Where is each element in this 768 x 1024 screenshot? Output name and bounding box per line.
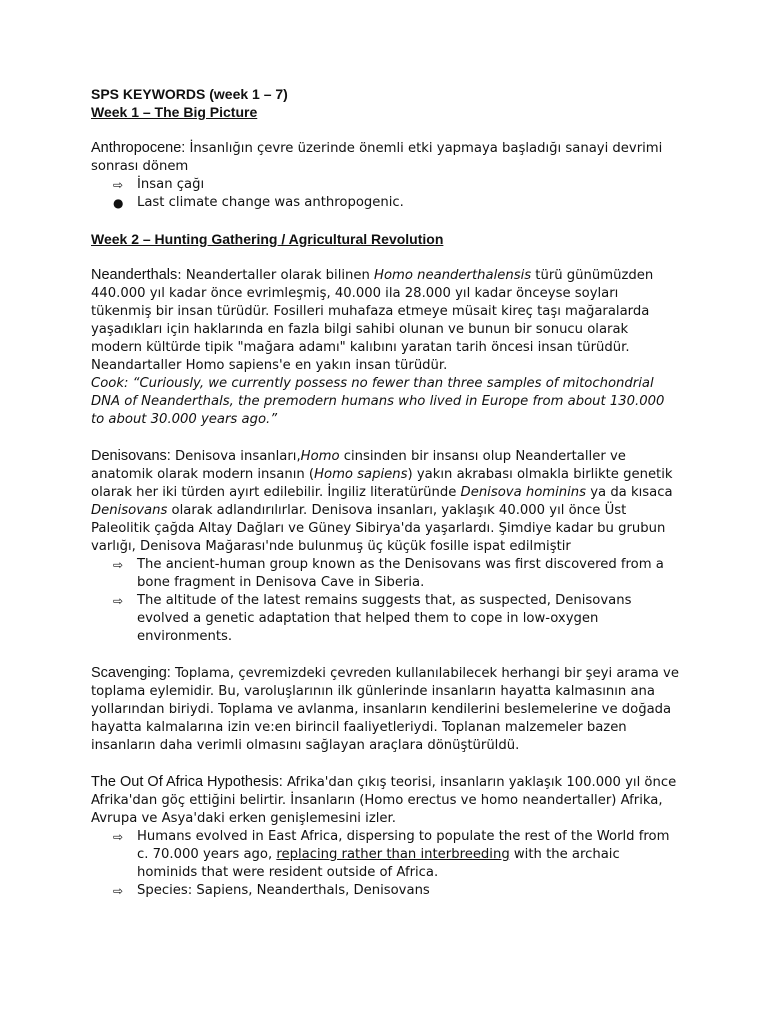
arrow-bullet-icon: ⇨ [113, 558, 124, 572]
arrow-bullet-icon: ⇨ [113, 830, 124, 844]
list-item: ⇨ İnsan çağı [113, 177, 205, 192]
list-item: ● Last climate change was anthropogenic. [113, 195, 404, 210]
denisovans-term: Denisovans: [91, 448, 171, 464]
arrow-bullet-icon: ⇨ [113, 594, 124, 608]
scavenging-term: Scavenging: [91, 665, 171, 681]
neanderthals-term: Neanderthals [91, 267, 178, 283]
out-of-africa-term: The Out Of Africa Hypothesis: [91, 774, 283, 790]
neanderthals-definition: Neanderthals: Neandertaller olarak bilinen Homo neanderthalensis türü günümüzden 440.000 yıl kadar önce evrimleşmiş, 40.000 ila 28.000 yıl kadar önceyse soyları tükenmiş bir insan türüdür. Fosilleri muhafaza etmeye müsait kireç taşı mağaralarda yaşadıkları için haklarında en fazla bilgi sahibi olunan ve bunun bir sonucu olarak modern kültürde tipik "mağara adamı" kalıbını yaratan tarih öncesi insan türüdür. Neandartaller Homo sapiens'e en yakın insan türüdür. [91, 267, 654, 373]
document-title: SPS KEYWORDS (week 1 – 7) [91, 86, 288, 102]
anthropocene-definition: Anthropocene: İnsanlığın çevre üzerinde önemli etki yapmaya başladığı sanayi devrimi sonrası dönem [91, 140, 663, 174]
arrow-bullet-icon: ⇨ [113, 884, 124, 898]
anthropocene-term: Anthropocene: [91, 140, 186, 156]
list-item: ⇨ Species: Sapiens, Neanderthals, Denisovans [113, 883, 430, 898]
dot-bullet-icon: ● [113, 196, 124, 210]
document-page [91, 85, 681, 900]
cook-quote: Cook: “Curiously, we currently possess no fewer than three samples of mitochondrial DNA of Neanderthals, the premodern humans who lived in Europe from about 130.000 to about 30.000 years ago.” [91, 376, 665, 427]
list-item: ⇨ The altitude of the latest remains suggests that, as suspected, Denisovans evolved a genetic adaptation that helped them to cope in low-oxygen environments. [113, 593, 632, 644]
denisovans-definition: Denisovans: Denisova insanları,Homo cinsinden bir insansı olup Neandertaller ve anatomik olarak modern insanın (Homo sapiens) yakın akrabası olmakla birlikte genetik olarak her iki türden ayırt edilebilir. İngiliz literatüründe Denisova hominins ya da kısaca Denisovans olarak adlandırılırlar. Denisova insanları, yaklaşık 40.000 yıl önce Üst Paleolitik çağda Altay Dağları ve Güney Sibirya'da yaşarlardı. Şimdiye kadar bu grubun varlığı, Denisova Mağarası'nde bulunmuş üç küçük fosille ispat edilmiştir [91, 448, 673, 554]
list-item: ⇨ The ancient-human group known as the Denisovans was first discovered from a bone fragment in Denisova Cave in Siberia. [113, 557, 664, 590]
week1-heading: Week 1 – The Big Picture [91, 104, 258, 120]
scavenging-definition: Scavenging: Toplama, çevremizdeki çevreden kullanılabilecek herhangi bir şeyi arama ve toplama eylemidir. Bu, varoluşlarının ilk günlerinde insanların hayatta kalmasının ana yollarından biriydi. Toplama ve avlanma, insanların kendilerini beslemelerine ve doğada hayatta kalmalarına izin ve:en birincil faaliyetleriydi. Toplanan malzemeler bazen insanların daha verimli olmasını sağlayan araçlara dönüştürüldü. [91, 665, 679, 753]
list-item: ⇨ Humans evolved in East Africa, dispersing to populate the rest of the World from c. 70.000 years ago, replacing rather than interbreeding with the archaic hominids that were resident outside of Africa. [113, 829, 670, 880]
week2-heading: Week 2 – Hunting Gathering / Agricultural Revolution [91, 231, 444, 247]
arrow-bullet-icon: ⇨ [113, 178, 124, 192]
out-of-africa-definition: The Out Of Africa Hypothesis: Afrika'dan çıkış teorisi, insanların yaklaşık 100.000 yıl önce Afrika'dan göç ettiğini belirtir. İnsanların (Homo erectus ve homo neandertaller) Afrika, Avrupa ve Asya'daki erken genişlemesini izler. [91, 774, 677, 826]
